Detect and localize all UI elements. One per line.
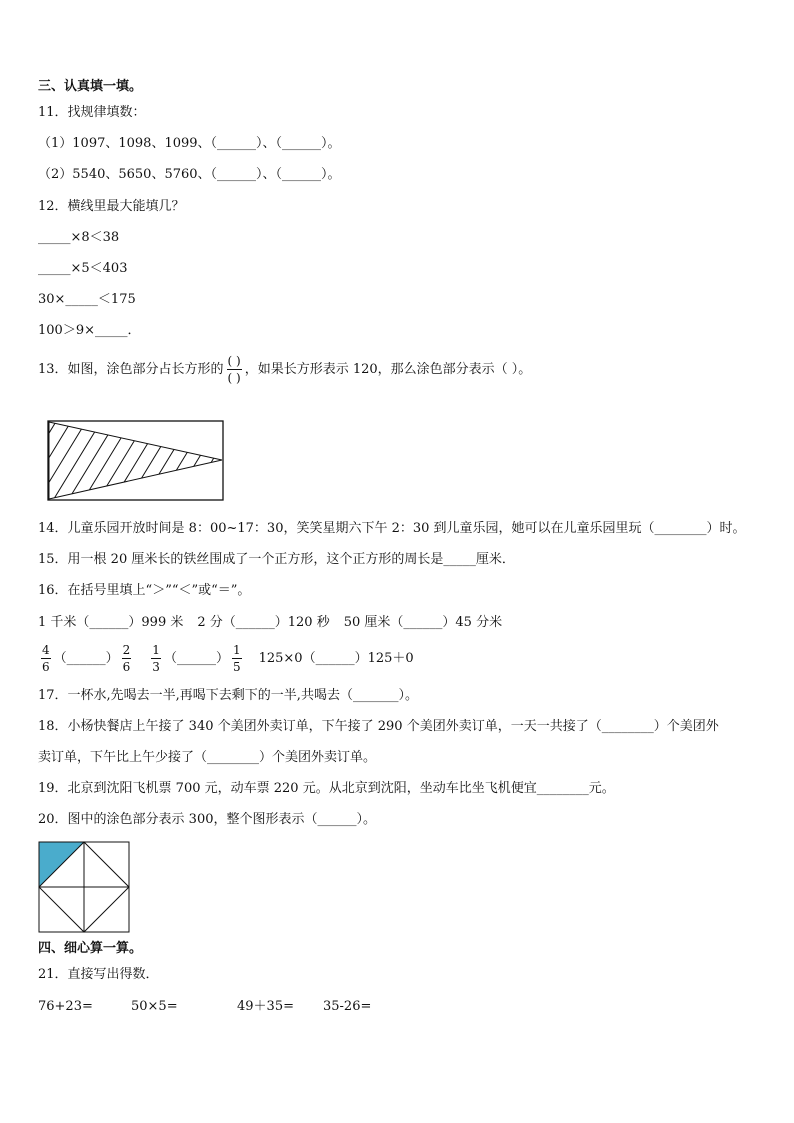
q16-item-min: 2 分（______）120 秒 [197, 615, 330, 630]
frac-numerator: 4 [42, 643, 50, 657]
q20-square-figure [38, 841, 131, 934]
frac-numerator: 1 [232, 643, 241, 657]
q21-stem: 21．直接写出得数． [38, 967, 159, 982]
section-title-calc: 四、细心算一算。 [38, 941, 143, 956]
frac-numerator: 2 [122, 643, 131, 657]
frac-denominator: 3 [152, 660, 160, 674]
q16-row1 [38, 615, 502, 631]
q21-item-4: 35-26= [323, 999, 372, 1014]
q13-after: ，如果长方形表示 120，那么涂色部分表示（ ）。 [244, 362, 532, 377]
q13-frac-bottom: ( ) [227, 371, 241, 385]
frac-denominator: 6 [42, 660, 50, 674]
section-title-fill: 三、认真填一填。 [38, 79, 143, 94]
q18-line1: 18．小杨快餐店上午接了 340 个美团外卖订单，下午接了 290 个美团外卖订单，一天一共接了（________）个美团外 [38, 719, 719, 734]
q16-item-km: 1 千米（______）999 米 [38, 615, 184, 630]
q16-blank-2: （______） [163, 651, 229, 666]
q16-blank-1: （______） [53, 651, 119, 666]
q11-part2: （2）5540、5650、5760、（______）、（______）。 [38, 167, 341, 182]
q21-item-3: 49＋35= [237, 999, 294, 1014]
q12-c: 30×_____＜175 [38, 292, 136, 307]
q16-stem: 16．在括号里填上“＞”“＜”或“＝”。 [38, 583, 251, 598]
q13-line [38, 354, 531, 385]
q11-stem: 11．找规律填数： [38, 105, 146, 120]
q13-rectangle-figure [47, 420, 225, 502]
q21-item-1: 76+23= [38, 999, 93, 1014]
q12-stem: 12．横线里最大能填几？ [38, 199, 185, 214]
q12-a: _____×8＜38 [38, 230, 120, 245]
q21-item-2: 50×5= [131, 999, 178, 1014]
q15: 15．用一根 20 厘米长的铁丝围成了一个正方形，这个正方形的周长是_____厘米． [38, 552, 515, 567]
q11-part1: （1）1097、1098、1099、（______）、（______）。 [38, 136, 341, 151]
q16-expr: 125×0（______）125＋0 [258, 651, 414, 666]
q19: 19．北京到沈阳飞机票 700 元，动车票 220 元。从北京到沈阳，坐动车比坐飞机便宜________元。 [38, 781, 615, 796]
q16-frac-1-3 [151, 643, 161, 674]
frac-numerator: 1 [152, 643, 160, 657]
q14: 14．儿童乐园开放时间是 8：00~17：30，笑笑星期六下午 2：30 到儿童乐园，她可以在儿童乐园里玩（________）时。 [38, 521, 746, 536]
q16-frac-2-6 [122, 643, 132, 674]
q12-b: _____×5＜403 [38, 261, 128, 276]
frac-denominator: 5 [232, 660, 241, 674]
q17: 17．一杯水,先喝去一半,再喝下去剩下的一半,共喝去（_______）。 [38, 688, 418, 703]
q18-line2: 卖订单，下午比上午少接了（________）个美团外卖订单。 [38, 750, 377, 765]
q20: 20．图中的涂色部分表示 300，整个图形表示（______）。 [38, 812, 376, 827]
q12-d: 100＞9×_____． [38, 323, 141, 338]
q13-before: 13．如图，涂色部分占长方形的 [38, 362, 224, 377]
q13-fraction-blank [227, 354, 242, 385]
frac-denominator: 6 [122, 660, 131, 674]
q13-frac-top: ( ) [227, 354, 241, 368]
q16-row2 [38, 642, 414, 676]
q16-item-cm: 50 厘米（______）45 分米 [343, 615, 503, 630]
q16-frac-4-6 [41, 643, 51, 674]
q16-frac-1-5 [232, 643, 242, 674]
